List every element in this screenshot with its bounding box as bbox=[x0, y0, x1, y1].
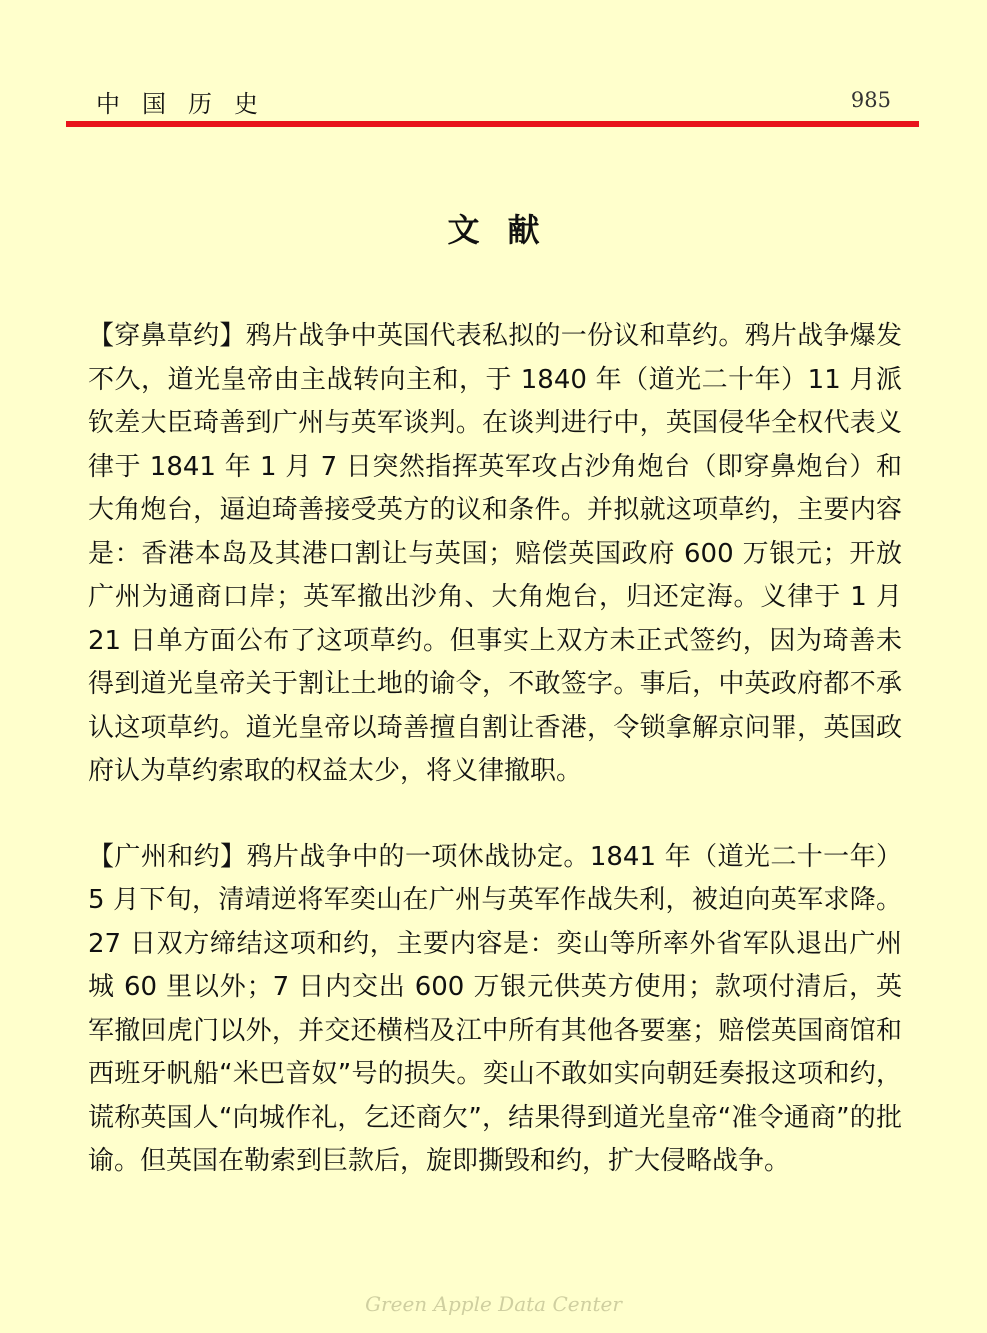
header-rule bbox=[66, 121, 919, 127]
book-title: 中国历史 bbox=[96, 90, 280, 118]
entry-guangzhou-treaty bbox=[88, 836, 902, 1184]
entry-text: 鸦片战争中的一项休战协定。1841 年（道光二十一年）5 月下旬，清靖逆将军奕山在广州与英军作战失利，被迫向英军求降。27 日双方缔结这项和约，主要内容是：奕山等所率外省军队退出广州城 60 里以外；7 日内交出 600 万银元供英方使用；款项付清后，英军撤回虎门以外，并交还横档及江中所有其他各要塞；赔偿英国商馆和西班牙帆船“米巴音奴”号的损失。奕山不敢如实向朝廷奏报这项和约，谎称英国人“向城作礼，乞还商欠”，结果得到道光皇帝“准令通商”的批谕。但英国在勒索到巨款后，旋即撕毁和约，扩大侵略战争。 bbox=[88, 841, 902, 1176]
watermark: Green Apple Data Center bbox=[365, 1292, 622, 1316]
section-title: 文献 bbox=[447, 211, 568, 249]
entry-text: 鸦片战争中英国代表私拟的一份议和草约。鸦片战争爆发不久，道光皇帝由主战转向主和，于 1840 年（道光二十年）11 月派钦差大臣琦善到广州与英军谈判。在谈判进行中，英国侵华全权代表义律于 1841 年 1 月 7 日突然指挥英军攻占沙角炮台（即穿鼻炮台）和大角炮台，逼迫琦善接受英方的议和条件。并拟就这项草约，主要内容是：香港本岛及其港口割让与英国；赔偿英国政府 600 万银元；开放广州为通商口岸；英军撤出沙角、大角炮台，归还定海。义律于 1 月 21 日单方面公布了这项草约。但事实上双方未正式签约，因为琦善未得到道光皇帝关于割让土地的谕令，不敢签字。事后，中英政府都不承认这项草约。道光皇帝以琦善擅自割让香港，令锁拿解京问罪，英国政府认为草约索取的权益太少，将义律撤职。 bbox=[88, 321, 902, 786]
page-number: 985 bbox=[850, 88, 891, 112]
entries bbox=[88, 315, 902, 1184]
page-header bbox=[66, 78, 919, 128]
entry-chuanbi-draft bbox=[88, 315, 902, 794]
entry-term: 【穿鼻草约】 bbox=[88, 321, 246, 351]
entry-term: 【广州和约】 bbox=[88, 841, 247, 872]
